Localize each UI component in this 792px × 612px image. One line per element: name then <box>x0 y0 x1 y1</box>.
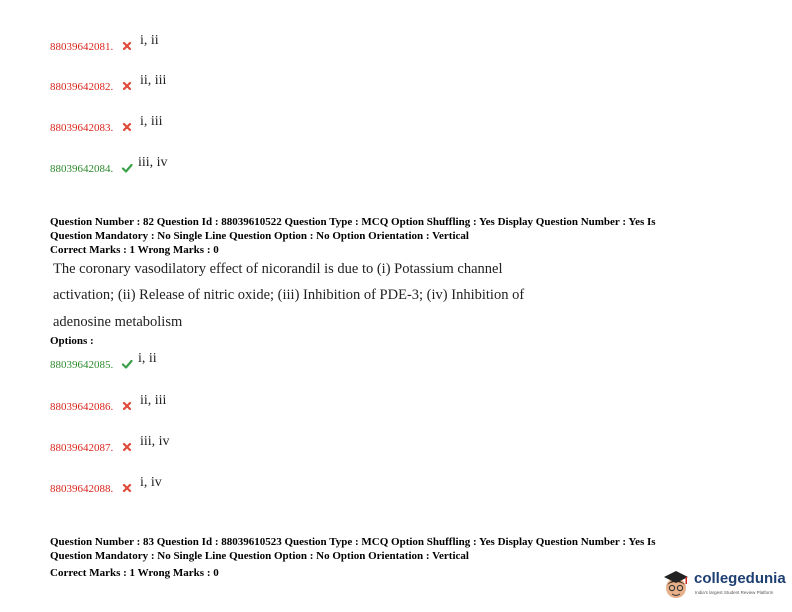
correct-check-icon <box>121 358 133 370</box>
option-id: 88039642088. <box>50 483 114 495</box>
collegedunia-logo <box>660 568 785 602</box>
option-text: i, iv <box>140 475 162 490</box>
option-id: 88039642083. <box>50 122 114 134</box>
graduate-mascot-icon <box>660 568 692 600</box>
wrong-cross-icon <box>121 80 133 92</box>
question-meta <box>50 215 740 257</box>
option-id: 88039642086. <box>50 401 114 413</box>
wrong-cross-icon <box>121 400 133 412</box>
options-label: Options : <box>50 335 94 347</box>
option-id: 88039642084. <box>50 163 114 175</box>
question-text-line: The coronary vasodilatory effect of nicorandil is due to (i) Potassium channel <box>53 261 503 277</box>
question-text-line: adenosine metabolism <box>53 314 183 330</box>
question-marks: Correct Marks : 1 Wrong Marks : 0 <box>50 244 219 256</box>
question-text-line: activation; (ii) Release of nitric oxide; (iii) Inhibition of PDE-3; (iv) Inhibition of <box>53 287 525 303</box>
question-marks: Correct Marks : 1 Wrong Marks : 0 <box>50 567 219 579</box>
option-id: 88039642082. <box>50 81 114 93</box>
option-text: i, iii <box>140 114 163 129</box>
question-meta-line: Question Mandatory : No Single Line Question Option : No Option Orientation : Vertical <box>50 550 469 562</box>
option-text: i, ii <box>138 351 157 366</box>
option-text: iii, iv <box>140 434 170 449</box>
option-text: i, ii <box>140 33 159 48</box>
logo-tagline: India's largest Student Review Platform <box>695 590 774 595</box>
question-meta-line: Question Number : 82 Question Id : 88039610522 Question Type : MCQ Option Shuffling : Yes Display Question Number : Yes Is <box>50 216 656 228</box>
wrong-cross-icon <box>121 121 133 133</box>
option-text: ii, iii <box>140 393 167 408</box>
option-text: iii, iv <box>138 155 168 170</box>
wrong-cross-icon <box>121 40 133 52</box>
option-id: 88039642087. <box>50 442 114 454</box>
option-id: 88039642081. <box>50 41 114 53</box>
question-meta <box>50 535 740 580</box>
correct-check-icon <box>121 162 133 174</box>
logo-wordmark: collegedunia <box>694 570 786 587</box>
wrong-cross-icon <box>121 441 133 453</box>
question-meta-line: Question Number : 83 Question Id : 88039610523 Question Type : MCQ Option Shuffling : Yes Display Question Number : Yes Is <box>50 536 656 548</box>
question-meta-line: Question Mandatory : No Single Line Question Option : No Option Orientation : Vertical <box>50 230 469 242</box>
option-id: 88039642085. <box>50 359 114 371</box>
wrong-cross-icon <box>121 482 133 494</box>
option-text: ii, iii <box>140 73 167 88</box>
